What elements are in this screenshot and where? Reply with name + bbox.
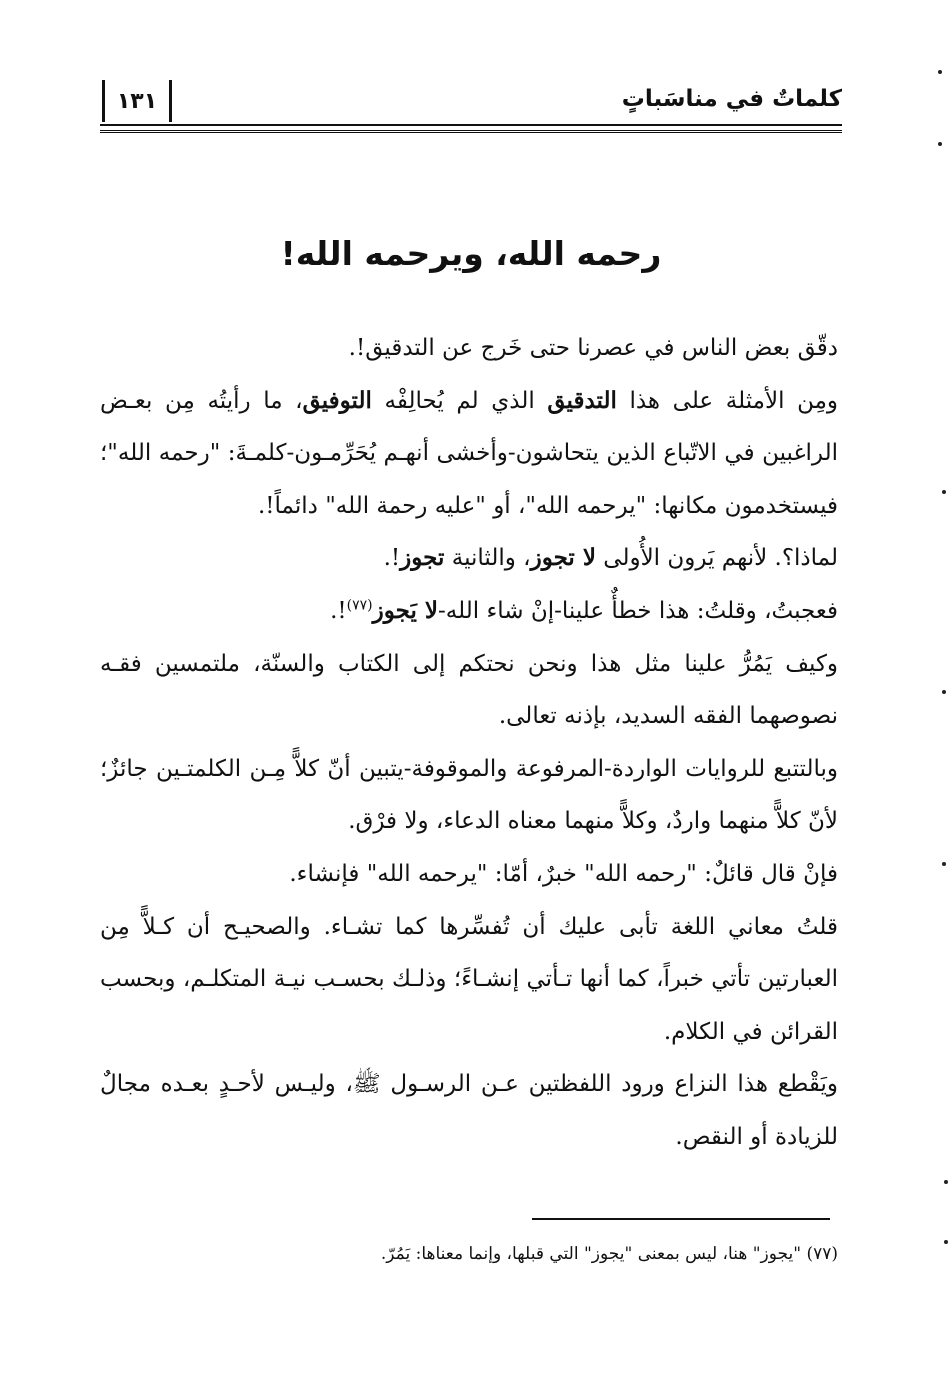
paragraph-5 [100,638,838,743]
paragraph-text: وبالتتبع للروايات الواردة-المرفوعة والموقوفة-يتبين أنّ كلاًّ مِـن الكلمتـين جائزٌ؛ لأنّ كلاًّ منهما واردٌ، وكلاًّ منهما معناه الدعاء، ولا فرْق. [100,755,838,835]
running-book-title: كلماتٌ في مناسَباتٍ [621,86,842,112]
margin-speck [938,142,942,146]
margin-speck [942,490,946,494]
paragraph-text: فعجبتُ، وقلتُ: هذا خطأٌ علينا-إنْ شاء الله- [438,597,838,624]
paragraph-text: وكيف يَمُرُّ علينا مثل هذا ونحن نحتكم إلى الكتاب والسنّة، ملتمسين فقـه نصوصهما الفقه السديد، بإذنه تعالى. [100,650,838,730]
paragraph-text: !. [330,597,347,624]
paragraph-text: الذي لم يُحالِفْه [371,387,548,414]
paragraph-2 [100,375,838,533]
emphasis: تجوز [400,544,445,572]
paragraph-text: لماذا؟. لأنهم يَرون الأُولى [595,545,838,572]
paragraph-7 [100,848,838,901]
paragraph-8 [100,901,838,1059]
margin-speck [944,1240,948,1244]
margin-speck [944,1180,948,1184]
paragraph-text: ويَقْطع هذا النزاع ورود اللفظتين عـن الرسـول ﷺ، وليـس لأحـدٍ بعـده مجالٌ للزيادة أو النقص. [100,1071,838,1150]
footnote-separator [532,1218,830,1220]
chapter-title: رحمه الله، ويرحمه الله! [280,234,662,273]
emphasis: لا يَجوز [372,596,439,624]
body-text [100,322,838,1164]
paragraph-4 [100,585,838,638]
paragraph-text: !. [383,545,401,572]
paragraph-1 [100,322,838,375]
margin-speck [938,70,942,74]
margin-speck [942,862,946,866]
emphasis: لا تجوز [530,544,596,572]
header-rule [100,124,842,133]
paragraph-6 [100,743,838,848]
emphasis: التوفيق [302,386,372,414]
paragraph-text: دقّق بعض الناس في عصرنا حتى خَرج عن التدقيق!. [348,335,838,361]
paragraph-text: ، ما رأيتُه مِن بعـض الراغبين في الاتّباع الذين يتحاشون-وأخشى أنهـم يُحَرِّمـون-كلمـةَ: "رحمه الله"؛ فيستخدمون مكانها: "يرحمه الله"، أو "عليه رحمة الله" دائماً!. [100,387,838,519]
paragraph-text: قلتُ معاني اللغة تأبى عليك أن تُفسِّرها كما تشـاء. والصحيـح أن كـلاًّ مِن العبارتين تأتي خبراً، كما أنها تـأتي إنشـاءً؛ وذلـك بحسـب نيـة المتكلـم، وبحسب القرائن في الكلام. [100,913,838,1045]
page-number: ١٣١ [102,80,172,122]
emphasis: التدقيق [547,386,617,414]
margin-speck [942,690,946,694]
footnote-77: (٧٧) "يجوز" هنا، ليس بمعنى "يجوز" التي قبلها، وإنما معناها: يَمُرّ. [380,1244,838,1264]
paragraph-9 [100,1058,838,1163]
paragraph-text: فإنْ قال قائلٌ: "رحمه الله" خبرٌ، أمّا: "يرحمه الله" فإنشاء. [289,860,838,887]
paragraph-text: ، والثانية [444,545,531,572]
paragraph-3 [100,532,838,585]
paragraph-text: ومِن الأمثلة على هذا [616,387,839,414]
footnote-reference[interactable]: (٧٧) [346,597,373,614]
